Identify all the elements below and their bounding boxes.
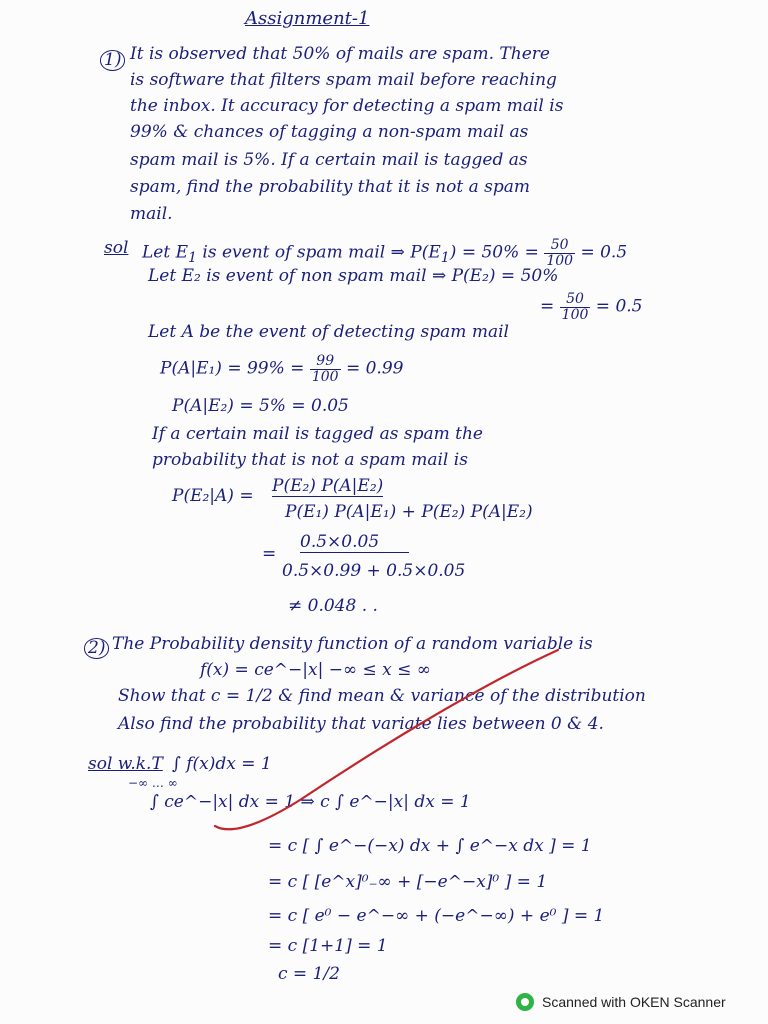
sol1-line-3: = $\frac{50}{100}$ = 0.5 (540, 291, 643, 323)
page-title: Assignment-1 (245, 8, 370, 29)
correction-line (215, 650, 558, 829)
q1-line-4: 99% & chances of tagging a non-spam mail as (130, 122, 529, 142)
sol1-line-8: probability that is not a spam mail is (152, 450, 468, 470)
fraction-50-100: $\frac{50}{100}$ (546, 237, 574, 269)
sol1-line-4: Let A be the event of detecting spam mail (148, 322, 509, 342)
solution-2-label: sol w.k.T (88, 754, 163, 774)
sol1-line-1: Let $E_1$ is event of spam mail ⇒ $P(E_1) = 50\%$ = $\frac{50}{100}$ = 0.5 (142, 237, 628, 269)
sol2-line-4: = c [ [e^x]⁰₋∞ + [−e^−x]⁰ ] = 1 (268, 872, 548, 892)
bayes-numerator: P(E₂) P(A|E₂) (272, 476, 384, 496)
scanner-watermark-text: Scanned with OKEN Scanner (542, 994, 726, 1010)
sol2-line-2: ∫ ce^−|x| dx = 1 ⇒ c ∫ e^−|x| dx = 1 (150, 792, 471, 812)
q1-line-5: spam mail is 5%. If a certain mail is tagged as (130, 150, 528, 170)
question-1-number: 1) (100, 50, 125, 71)
sol1-result: ≠ 0.048 . . (288, 596, 378, 616)
bayes-lhs: P(E₂|A) = (172, 486, 254, 506)
q1-line-7: mail. (130, 204, 173, 224)
sol2-limits: −∞ … ∞ (128, 776, 178, 790)
solution-1-label: sol (104, 238, 129, 258)
oken-logo-icon (516, 993, 534, 1011)
q1-line-2: is software that filters spam mail before reaching (130, 70, 557, 90)
fraction-99-100: $\frac{99}{100}$ (311, 353, 339, 385)
calc-numerator: 0.5×0.05 (300, 532, 409, 553)
q2-line-1: The Probability density function of a random variable is (112, 634, 593, 654)
sol2-line-7: c = 1/2 (278, 964, 340, 984)
sol2-line-5: = c [ e⁰ − e^−∞ + (−e^−∞) + e⁰ ] = 1 (268, 906, 605, 926)
fraction-50-100-b: $\frac{50}{100}$ (561, 291, 589, 323)
sol1-line-6: P(A|E₂) = 5% = 0.05 (172, 396, 349, 416)
q2-line-2: f(x) = ce^−|x| −∞ ≤ x ≤ ∞ (200, 660, 431, 680)
sol1-line-5: P(A|E₁) = 99% = $\frac{99}{100}$ = 0.99 (160, 353, 404, 385)
sol2-line-1: ∫ f(x)dx = 1 (172, 754, 272, 774)
q1-line-6: spam, find the probability that it is not a spam (130, 177, 530, 197)
q1-line-3: the inbox. It accuracy for detecting a spam mail is (130, 96, 564, 116)
sol2-line-3: = c [ ∫ e^−(−x) dx + ∫ e^−x dx ] = 1 (268, 836, 592, 856)
q2-line-3: Show that c = 1/2 & find mean & variance of the distribution (118, 686, 646, 706)
question-2-number: 2) (84, 638, 109, 659)
scanner-watermark (516, 990, 726, 1014)
q2-line-4: Also find the probability that variate lies between 0 & 4. (118, 714, 604, 734)
sol1-line-2: Let E₂ is event of non spam mail ⇒ P(E₂) = 50% (148, 266, 559, 286)
sol1-line-7: If a certain mail is tagged as spam the (152, 424, 483, 444)
calc-equals: = (262, 544, 277, 564)
sol2-line-6: = c [1+1] = 1 (268, 936, 388, 956)
q1-line-1: It is observed that 50% of mails are spam. There (130, 44, 550, 64)
calc-denominator: 0.5×0.99 + 0.5×0.05 (282, 561, 466, 581)
bayes-denominator: P(E₁) P(A|E₁) + P(E₂) P(A|E₂) (285, 502, 533, 522)
